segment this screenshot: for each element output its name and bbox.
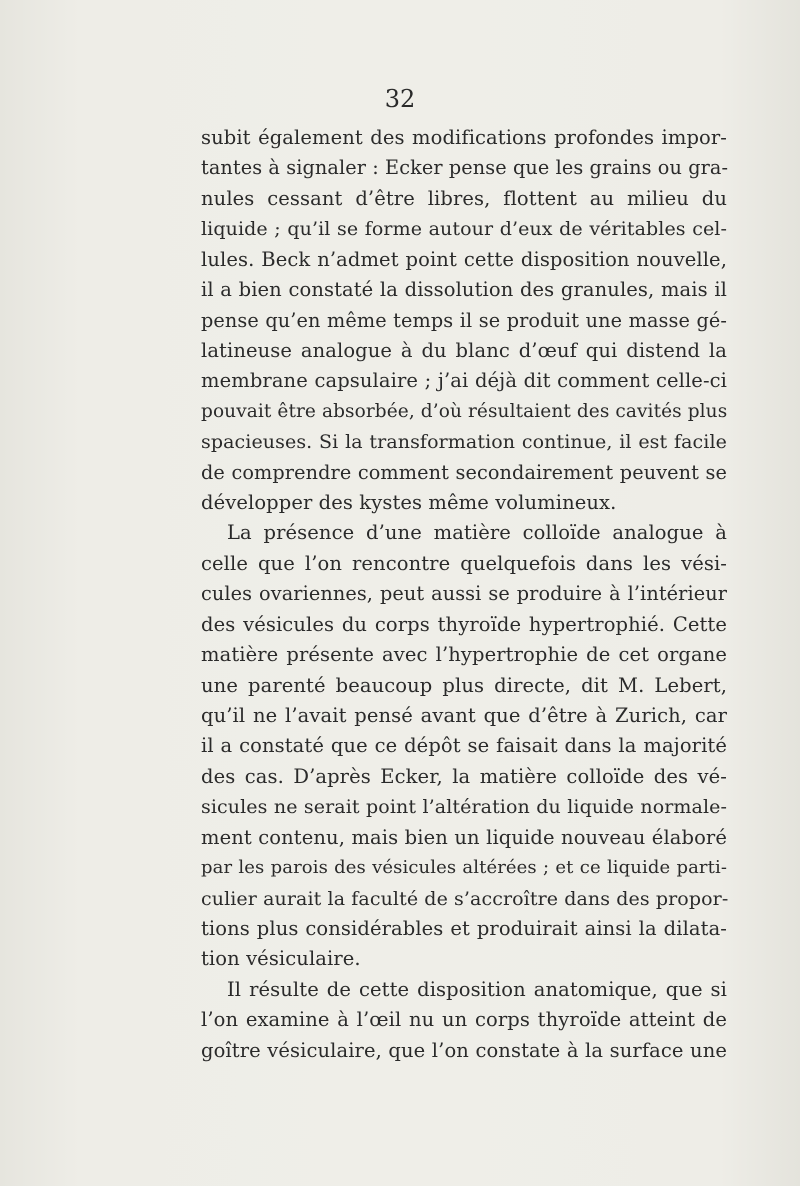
text-line: lules. Beck n’admet point cette disposition nouvelle, (201, 247, 727, 271)
text-line: il a bien constaté la dissolution des granules, mais il (201, 278, 727, 302)
text-line: des vésicules du corps thyroïde hypertrophié. Cette (201, 612, 727, 636)
text-line: tion vésiculaire. (201, 947, 361, 971)
text-line: culier aurait la faculté de s’accroître dans des propor- (201, 887, 729, 910)
text-line: une parenté beaucoup plus directe, dit M. Lebert, (201, 673, 727, 697)
text-line: par les parois des vésicules altérées ; et ce liquide parti- (201, 857, 727, 879)
text-line: ment contenu, mais bien un liquide nouveau élaboré (201, 825, 727, 849)
text-line: qu’il ne l’avait pensé avant que d’être à Zurich, car (201, 704, 727, 728)
text-line: tions plus considérables et produirait ainsi la dilata- (201, 916, 727, 940)
text-line: de comprendre comment secondairement peuvent se (201, 460, 727, 484)
text-line: il a constaté que ce dépôt se faisait dans la majorité (201, 734, 727, 758)
text-line: cules ovariennes, peut aussi se produire à l’intérieur (201, 582, 727, 606)
text-line: celle que l’on rencontre quelquefois dans les vési- (201, 551, 727, 575)
page-number: 32 (384, 85, 416, 113)
text-line: nules cessant d’être libres, flottent au milieu du (201, 186, 727, 210)
text-line: des cas. D’après Ecker, la matière colloïde des vé- (201, 764, 727, 788)
text-line: l’on examine à l’œil nu un corps thyroïde atteint de (201, 1008, 727, 1032)
text-line: latineuse analogue à du blanc d’œuf qui distend la (201, 338, 727, 362)
text-line: La présence d’une matière colloïde analogue à (227, 521, 727, 545)
text-line: membrane capsulaire ; j’ai déjà dit comment celle-ci (201, 369, 727, 393)
text-line: Il résulte de cette disposition anatomique, que si (227, 977, 727, 1001)
body-text (201, 123, 727, 1066)
text-line: sicules ne serait point l’altération du liquide normale- (201, 796, 727, 819)
text-line: subit également des modifications profondes impor- (201, 126, 727, 149)
text-line: pense qu’en même temps il se produit une masse gé- (201, 308, 727, 332)
text-line: liquide ; qu’il se forme autour d’eux de véritables cel- (201, 218, 727, 241)
text-line: tantes à signaler : Ecker pense que les grains ou gra- (201, 156, 729, 180)
text-line: matière présente avec l’hypertrophie de cet organe (201, 643, 727, 667)
text-line: goître vésiculaire, que l’on constate à la surface une (201, 1038, 727, 1062)
text-line: pouvait être absorbée, d’où résultaient des cavités plus (201, 400, 728, 422)
text-line: spacieuses. Si la transformation continue, il est facile (201, 431, 727, 454)
text-line: développer des kystes même volumineux. (201, 491, 617, 515)
